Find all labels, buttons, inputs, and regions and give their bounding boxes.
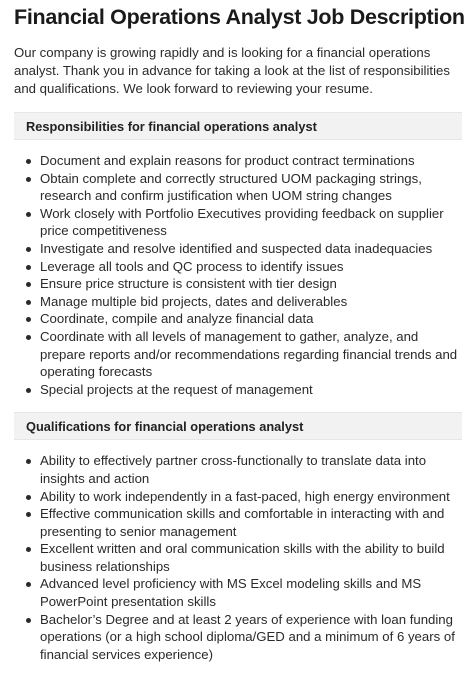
qualifications-heading: Qualifications for financial operations analyst: [14, 412, 462, 440]
list-item: [14, 293, 462, 311]
list-item-text: Investigate and resolve identified and suspected data inadequacies: [40, 240, 433, 256]
list-item-text: Ability to effectively partner cross-functionally to translate data into insights and action: [40, 453, 427, 486]
qualifications-list: [14, 452, 462, 663]
bullet-icon: [26, 159, 31, 164]
list-item: [14, 258, 462, 276]
list-item-text: Document and explain reasons for product contract terminations: [40, 153, 415, 168]
bullet-icon: [26, 247, 31, 252]
bullet-icon: [26, 582, 31, 587]
list-item-text: Obtain complete and correctly structured UOM packaging strings, research and confirm justification when UOM string changes: [40, 170, 422, 204]
list-item: [14, 152, 462, 170]
bullet-icon: [26, 512, 31, 517]
list-item-text: Coordinate with all levels of management to gather, analyze, and prepare reports and/or recommendations regarding financial trends and operating forecasts: [40, 328, 458, 380]
list-item-text: Effective communication skills and comfortable in interacting with and presenting to senior management: [40, 506, 445, 539]
responsibilities-list: [14, 152, 462, 398]
list-item-text: Bachelor’s Degree and at least 2 years of experience with loan funding operations (or a high school diploma/GED and a minimum of 6 years of financial services experience): [40, 611, 455, 662]
list-item: [14, 205, 462, 240]
bullet-icon: [26, 282, 31, 287]
list-item-text: Manage multiple bid projects, dates and deliverables: [40, 293, 348, 309]
list-item: [14, 575, 462, 610]
list-item: [14, 611, 462, 664]
bullet-icon: [26, 300, 31, 305]
list-item: [14, 275, 462, 293]
list-item-text: Advanced level proficiency with MS Excel modeling skills and MS PowerPoint presentation skills: [40, 576, 422, 610]
bullet-icon: [26, 495, 31, 500]
list-item: [14, 452, 462, 487]
list-item-text: Excellent written and oral communication skills with the ability to build business relationships: [40, 541, 445, 574]
list-item: [14, 488, 462, 506]
list-item-text: Ability to work independently in a fast-paced, high energy environment: [40, 488, 450, 504]
list-item-text: Leverage all tools and QC process to identify issues: [40, 258, 344, 274]
list-item: [14, 310, 462, 328]
intro-paragraph: Our company is growing rapidly and is looking for a financial operations analyst. Thank you in advance for taking a look at the list of responsibilities and qualifications. We look forward to reviewing your resume.: [14, 45, 450, 96]
bullet-icon: [26, 459, 31, 464]
list-item: [14, 381, 462, 399]
bullet-icon: [26, 265, 31, 270]
bullet-icon: [26, 388, 31, 393]
bullet-icon: [26, 212, 31, 217]
list-item-text: Coordinate, compile and analyze financial data: [40, 311, 314, 327]
bullet-icon: [26, 335, 31, 340]
bullet-icon: [26, 317, 31, 322]
bullet-icon: [26, 618, 31, 623]
page-title: Financial Operations Analyst Job Description: [14, 5, 465, 29]
bullet-icon: [26, 177, 31, 182]
list-item: [14, 328, 462, 381]
list-item: [14, 505, 462, 540]
list-item: [14, 540, 462, 575]
responsibilities-heading: Responsibilities for financial operations analyst: [14, 112, 462, 140]
list-item: [14, 170, 462, 205]
bullet-icon: [26, 547, 31, 552]
list-item-text: Work closely with Portfolio Executives providing feedback on supplier price competitiveness: [40, 205, 444, 239]
list-item-text: Ensure price structure is consistent with tier design: [40, 276, 337, 292]
list-item-text: Special projects at the request of management: [40, 381, 313, 397]
list-item: [14, 240, 462, 258]
